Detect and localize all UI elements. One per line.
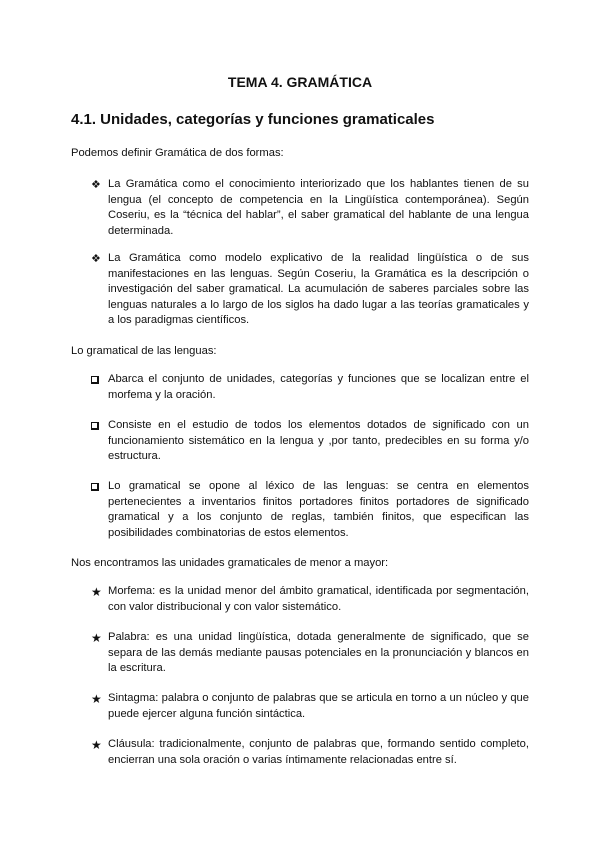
gramatical-text: Abarca el conjunto de unidades, categorías y funciones que se localizan entre el morfema y la oración.	[108, 373, 529, 401]
unidad-text: Morfema: es la unidad menor del ámbito gramatical, identificada por segmentación, con valor distribucional y con valor sistemático.	[108, 585, 529, 613]
intro-paragraph-unidades: Nos encontramos las unidades gramaticales de menor a mayor:	[71, 557, 389, 569]
list-item-definition-1	[91, 177, 529, 239]
unidad-text: Cláusula: tradicionalmente, conjunto de palabras que, formando sentido completo, encierran una sola oración o varias íntimamente relacionadas entre sí.	[108, 738, 529, 766]
gramatical-text: Consiste en el estudio de todos los elementos dotados de significado con un funcionamiento sistemático en la lengua y ,por tanto, predecibles en su forma y/o estructura.	[108, 419, 529, 462]
list-item-unidad-sintagma	[91, 691, 529, 722]
definition-text: La Gramática como modelo explicativo de la realidad lingüística o de sus manifestaciones en las lenguas. Según Coseriu, la Gramática es la descripción o investigación del saber gramatical. La acumulación de saberes parciales sobre las lenguas naturales a lo largo de los siglos ha dado lugar a las teorías gramaticales y a los paradigmas científicos.	[108, 252, 529, 326]
diamond-bullet-icon: ❖	[91, 179, 101, 191]
star-bullet-icon: ★	[91, 631, 102, 645]
unidad-text: Palabra: es una unidad lingüística, dotada generalmente de significado, que se separa de las demás mediante pausas potenciales en la pronunciación y blancos en la escritura.	[108, 631, 529, 674]
square-bullet-icon	[91, 483, 99, 491]
star-bullet-icon: ★	[91, 585, 102, 599]
gramatical-text: Lo gramatical se opone al léxico de las lenguas: se centra en elementos pertenecientes a inventarios finitos portadores finitos portadores de significado gramatical y a los conjunto de reglas, también finitos, que especifican las posibilidades combinatorias de estos elementos.	[108, 480, 529, 539]
square-bullet-icon	[91, 422, 99, 430]
star-bullet-icon: ★	[91, 738, 102, 752]
list-item-unidad-palabra	[91, 630, 529, 677]
unidad-text: Sintagma: palabra o conjunto de palabras que se articula en torno a un núcleo y que puede ejercer alguna función sintáctica.	[108, 692, 529, 720]
intro-paragraph-definitions: Podemos definir Gramática de dos formas:	[71, 147, 284, 159]
section-heading: 4.1. Unidades, categorías y funciones gramaticales	[71, 111, 435, 128]
page-title: TEMA 4. GRAMÁTICA	[227, 74, 373, 90]
diamond-bullet-icon: ❖	[91, 253, 101, 265]
definition-text: La Gramática como el conocimiento interiorizado que los hablantes tienen de su lengua (el concepto de competencia en la Lingüística contemporánea). Según Coseriu, es la “técnica del hablar”, el saber gramatical del hablante de una lengua determinada.	[108, 178, 529, 237]
intro-paragraph-gramatical: Lo gramatical de las lenguas:	[71, 345, 217, 357]
list-item-unidad-morfema	[91, 584, 529, 615]
square-bullet-icon	[91, 376, 99, 384]
star-bullet-icon: ★	[91, 692, 102, 706]
list-item-unidad-clausula	[91, 737, 529, 768]
list-item-definition-2	[91, 251, 529, 329]
list-item-gramatical-2	[91, 418, 529, 465]
list-item-gramatical-3	[91, 479, 529, 541]
list-item-gramatical-1	[91, 372, 529, 403]
